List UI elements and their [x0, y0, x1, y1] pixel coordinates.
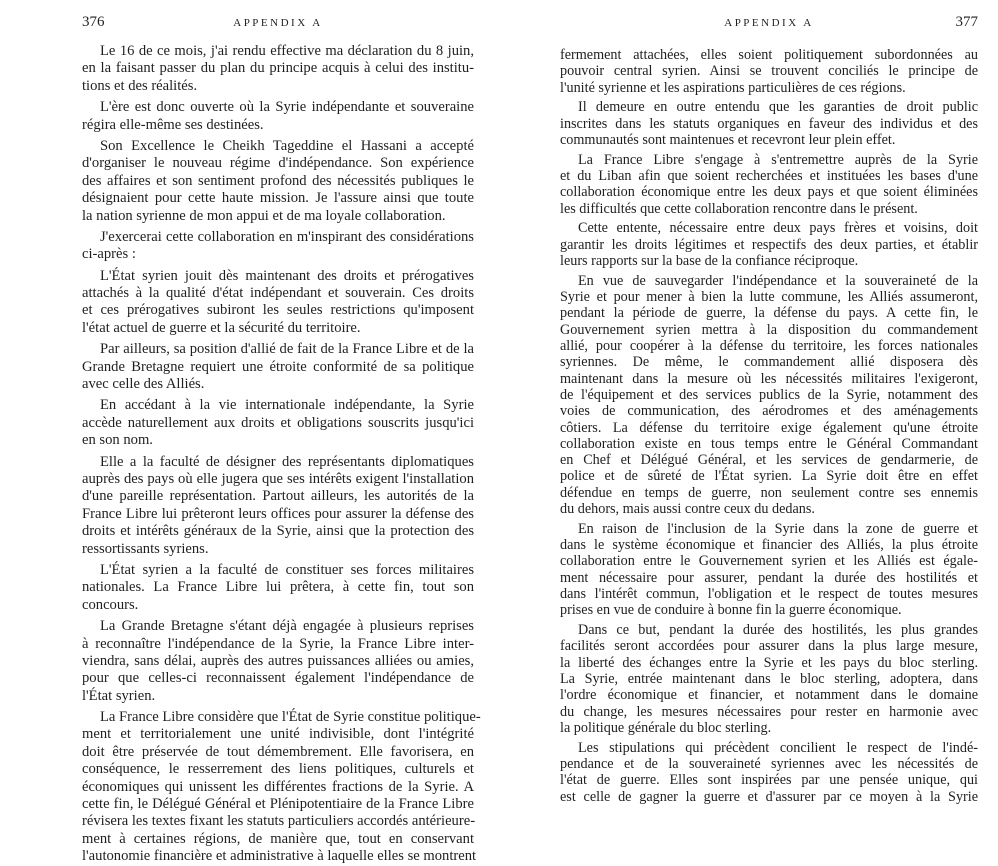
text-line: pendant la période de guerre, la défense du pays. A cette fin, le: [560, 305, 978, 322]
text-line: police et de sûreté de l'État syrien. La Syrie doit être en effet: [560, 468, 978, 485]
text-line: l'état de guerre. Elles sont inspirées par une pensée unique, qui: [560, 772, 978, 789]
text-line: inscrites dans les statuts organiques en faveur des individus et des: [560, 115, 978, 132]
page-header: [82, 14, 474, 38]
running-head: APPENDIX A: [233, 17, 323, 29]
text-line: révisera les textes fixant les statuts particuliers accordés antérieure-: [82, 813, 476, 830]
text-line: dans le système économique et financier des Alliés, la plus étroite: [560, 537, 978, 554]
text-line: L'ère est donc ouverte où la Syrie indépendante et souveraine: [100, 99, 474, 116]
text-line: L'État syrien a la faculté de constituer ses forces militaires: [100, 561, 474, 578]
text-line: en son nom.: [82, 432, 153, 449]
page-number: 377: [955, 14, 978, 30]
text-line: facilités seront accordées pour assurer dans la plus large mesure,: [560, 638, 978, 655]
text-line: Elle a la faculté de désigner des représentants diplomatiques: [100, 453, 474, 470]
text-line: doit être préservée de tout démembrement. Elle favorisera, en: [82, 743, 474, 760]
text-line: à reconnaître l'indépendance de la Syrie, la France Libre inter-: [82, 635, 474, 652]
text-line: concours.: [82, 596, 139, 613]
text-line: auprès des pays où elle jugera que ses intérêts exigent l'installation: [82, 470, 474, 487]
text-line: la nation syrienne de mon appui et de ma loyale collaboration.: [82, 207, 446, 224]
text-line: En raison de l'inclusion de la Syrie dans la zone de guerre et: [578, 520, 978, 537]
text-line: conséquence, le resserrement des liens politiques, culturels et: [82, 761, 474, 778]
text-line: Par ailleurs, sa position d'allié de fait de la France Libre et de la: [100, 341, 474, 358]
text-line: du dehors, mais aussi contre ceux du dedans.: [560, 501, 815, 518]
text-line: La Syrie, entrée maintenant dans le bloc sterling, adoptera, dans: [560, 670, 978, 687]
text-line: prises en vue de conduire à bonne fin la guerre économique.: [560, 602, 902, 619]
text-line: désignaient pour cette haute mission. Je l'assure ainsi que toute: [82, 190, 474, 207]
text-line: en la faisant passer du plan du principe acquis à celui des institu-: [82, 60, 474, 77]
page-number: 376: [82, 14, 105, 30]
text-line: l'État syrien.: [82, 687, 156, 704]
text-line: Gouvernement syrien mettra à la disposition du commandement: [560, 321, 978, 338]
text-line: droits et intérêts généraux de la Syrie, ainsi que la protection des: [82, 523, 474, 540]
page-body: [560, 47, 978, 805]
text-line: Dans ce but, pendant la durée des hostilités, les plus grandes: [578, 622, 978, 639]
text-line: et ces prérogatives subiront les seules restrictions qu'imposent: [82, 302, 474, 319]
text-line: L'État syrien jouit dès maintenant des droits et prérogatives: [100, 267, 474, 284]
text-line: côtiers. La défense du territoire exige également qu'une étroite: [560, 419, 978, 436]
text-line: collaboration économique entre les deux pays et que soient éliminées: [560, 184, 978, 201]
text-line: l'ordre économique et financier, et notamment dans le domaine: [560, 687, 978, 704]
text-line: La Grande Bretagne s'étant déjà engagée à plusieurs reprises: [100, 618, 474, 635]
text-line: dans l'intérêt commun, l'obligation et le respect de toutes mesures: [560, 586, 978, 602]
text-line: En vue de sauvegarder l'indépendance et la souveraineté de la: [578, 272, 978, 289]
text-line: et du Liban afin que soient recherchées et instituées les bases d'une: [560, 168, 978, 185]
text-line: d'organiser le nouveau régime d'indépendance. Son expérience: [82, 155, 474, 172]
text-line: France Libre lui prêteront leurs offices pour assurer la défense des: [82, 505, 474, 522]
text-line: avec celle des Alliés.: [82, 376, 205, 393]
text-line: voies de communication, des aérodromes et des aménagements: [560, 403, 978, 420]
text-line: Cette entente, nécessaire entre deux pays frères et voisins, doit: [578, 220, 978, 237]
text-line: est celle de gagner la guerre et d'assurer par ce moyen à la Syrie: [560, 788, 978, 805]
text-line: La France Libre considère que l'État de Syrie constitue politique-: [100, 709, 481, 726]
text-line: pendance et de la souveraineté syriennes avec les nécessités de: [560, 755, 978, 772]
text-line: pouvoir central syrien. Ainsi se trouvent conciliés le principe de: [560, 63, 978, 80]
text-line: la politique générale du bloc sterling.: [560, 719, 772, 736]
page-header: [560, 14, 978, 38]
text-line: leurs rapports sur la base de la confiance réciproque.: [560, 253, 859, 270]
text-line: En accédant à la vie internationale indépendante, la Syrie: [100, 397, 474, 414]
running-head: APPENDIX A: [724, 17, 814, 29]
text-line: nationales. La France Libre lui prêtera, à cette fin, tout son: [82, 579, 474, 596]
text-line: ment et territorialement une unité indivisible, dont l'intégrité: [82, 726, 474, 743]
text-line: Grande Bretagne requiert une étroite conformité de sa politique: [82, 358, 474, 375]
text-line: Syrie et pour mener à bien la lutte commune, les Alliés assumeront,: [560, 289, 978, 306]
text-line: maintenant dans la mesure où les nécessités militaires l'exigeront,: [560, 370, 978, 387]
text-line: l'unité syrienne et les aspirations particulières de ces régions.: [560, 79, 906, 96]
text-line: de l'équipement et des services publics de la Syrie, notamment des: [560, 386, 978, 403]
text-line: La France Libre s'engage à s'entremettre auprès de la Syrie: [578, 151, 978, 168]
text-line: défendue en temps de guerre, non seulement contre ses ennemis: [560, 484, 978, 501]
text-line: l'état actuel de guerre et la sécurité du territoire.: [82, 319, 361, 336]
text-line: Son Excellence le Cheikh Tageddine el Hassani a accepté: [100, 137, 474, 154]
text-line: ressortissants syriens.: [82, 540, 209, 557]
text-line: Les stipulations qui précèdent concilient le respect de l'indé-: [578, 739, 978, 756]
text-line: tions et des réalités.: [82, 77, 198, 94]
text-line: l'autonomie financière et administrative à laquelle elles se montrent: [82, 848, 477, 865]
text-line: syriennes. De même, le commandement allié disposera dès: [560, 354, 978, 371]
text-line: ment à certaines régions, de manière que, tout en conservant: [82, 830, 474, 847]
text-line: collaboration existe en tous temps entre le Général Commandant: [560, 435, 978, 452]
text-line: des affaires et son sentiment profond des nécessités publiques le: [82, 172, 474, 189]
text-line: Il demeure en outre entendu que les garanties de droit public: [578, 99, 978, 116]
text-line: garantir les droits légitimes et respectifs des deux parties, et établir: [560, 236, 978, 253]
text-line: en Chef et Délégué Général, et les services de gendarmerie, de: [560, 452, 978, 469]
text-line: du change, les mesures nécessaires pour rester en harmonie avec: [560, 703, 978, 720]
text-line: fermement attachées, elles soient politiquement subordonnées au: [560, 47, 978, 63]
text-line: Le 16 de ce mois, j'ai rendu effective ma déclaration du 8 juin,: [100, 43, 474, 59]
text-line: ci-après :: [82, 246, 136, 263]
page-body: [82, 43, 481, 866]
text-line: allié, pour coopérer à la défense du territoire, les forces nationales: [560, 338, 978, 355]
text-line: d'une pareille représentation. Partout ailleurs, les autorités de la: [82, 488, 474, 505]
text-line: accède naturellement aux droits et obligations souscrits jusqu'ici: [82, 414, 474, 431]
text-line: J'exercerai cette collaboration en m'inspirant des considérations: [100, 228, 474, 245]
text-line: ment nécessaire pour assurer, pendant la durée des hostilités et: [560, 569, 978, 586]
text-line: régira elle-même ses destinées.: [82, 116, 264, 133]
text-line: cette fin, le Délégué Général et Plénipotentiaire de la France Libre: [82, 796, 474, 813]
text-line: pour que celles-ci reconnaissent également l'indépendance de: [82, 670, 474, 687]
text-line: attachés à la qualité d'état indépendant et souverain. Ces droits: [82, 285, 474, 302]
text-line: communautés sont maintenues et recevront leur plein effet.: [560, 131, 896, 148]
text-line: la liberté des échanges entre la Syrie et les pays du bloc sterling.: [560, 654, 978, 671]
text-line: collaboration entre le Gouvernement syrien et les Alliés est égale-: [560, 553, 978, 570]
text-line: viendra, sans délai, auprès des autres puissances alliées ou amies,: [82, 652, 474, 669]
text-line: les difficultés que cette collaboration rencontre dans le présent.: [560, 200, 918, 217]
text-line: économiques qui unissent les différentes fractions de la Syrie. A: [82, 778, 474, 795]
